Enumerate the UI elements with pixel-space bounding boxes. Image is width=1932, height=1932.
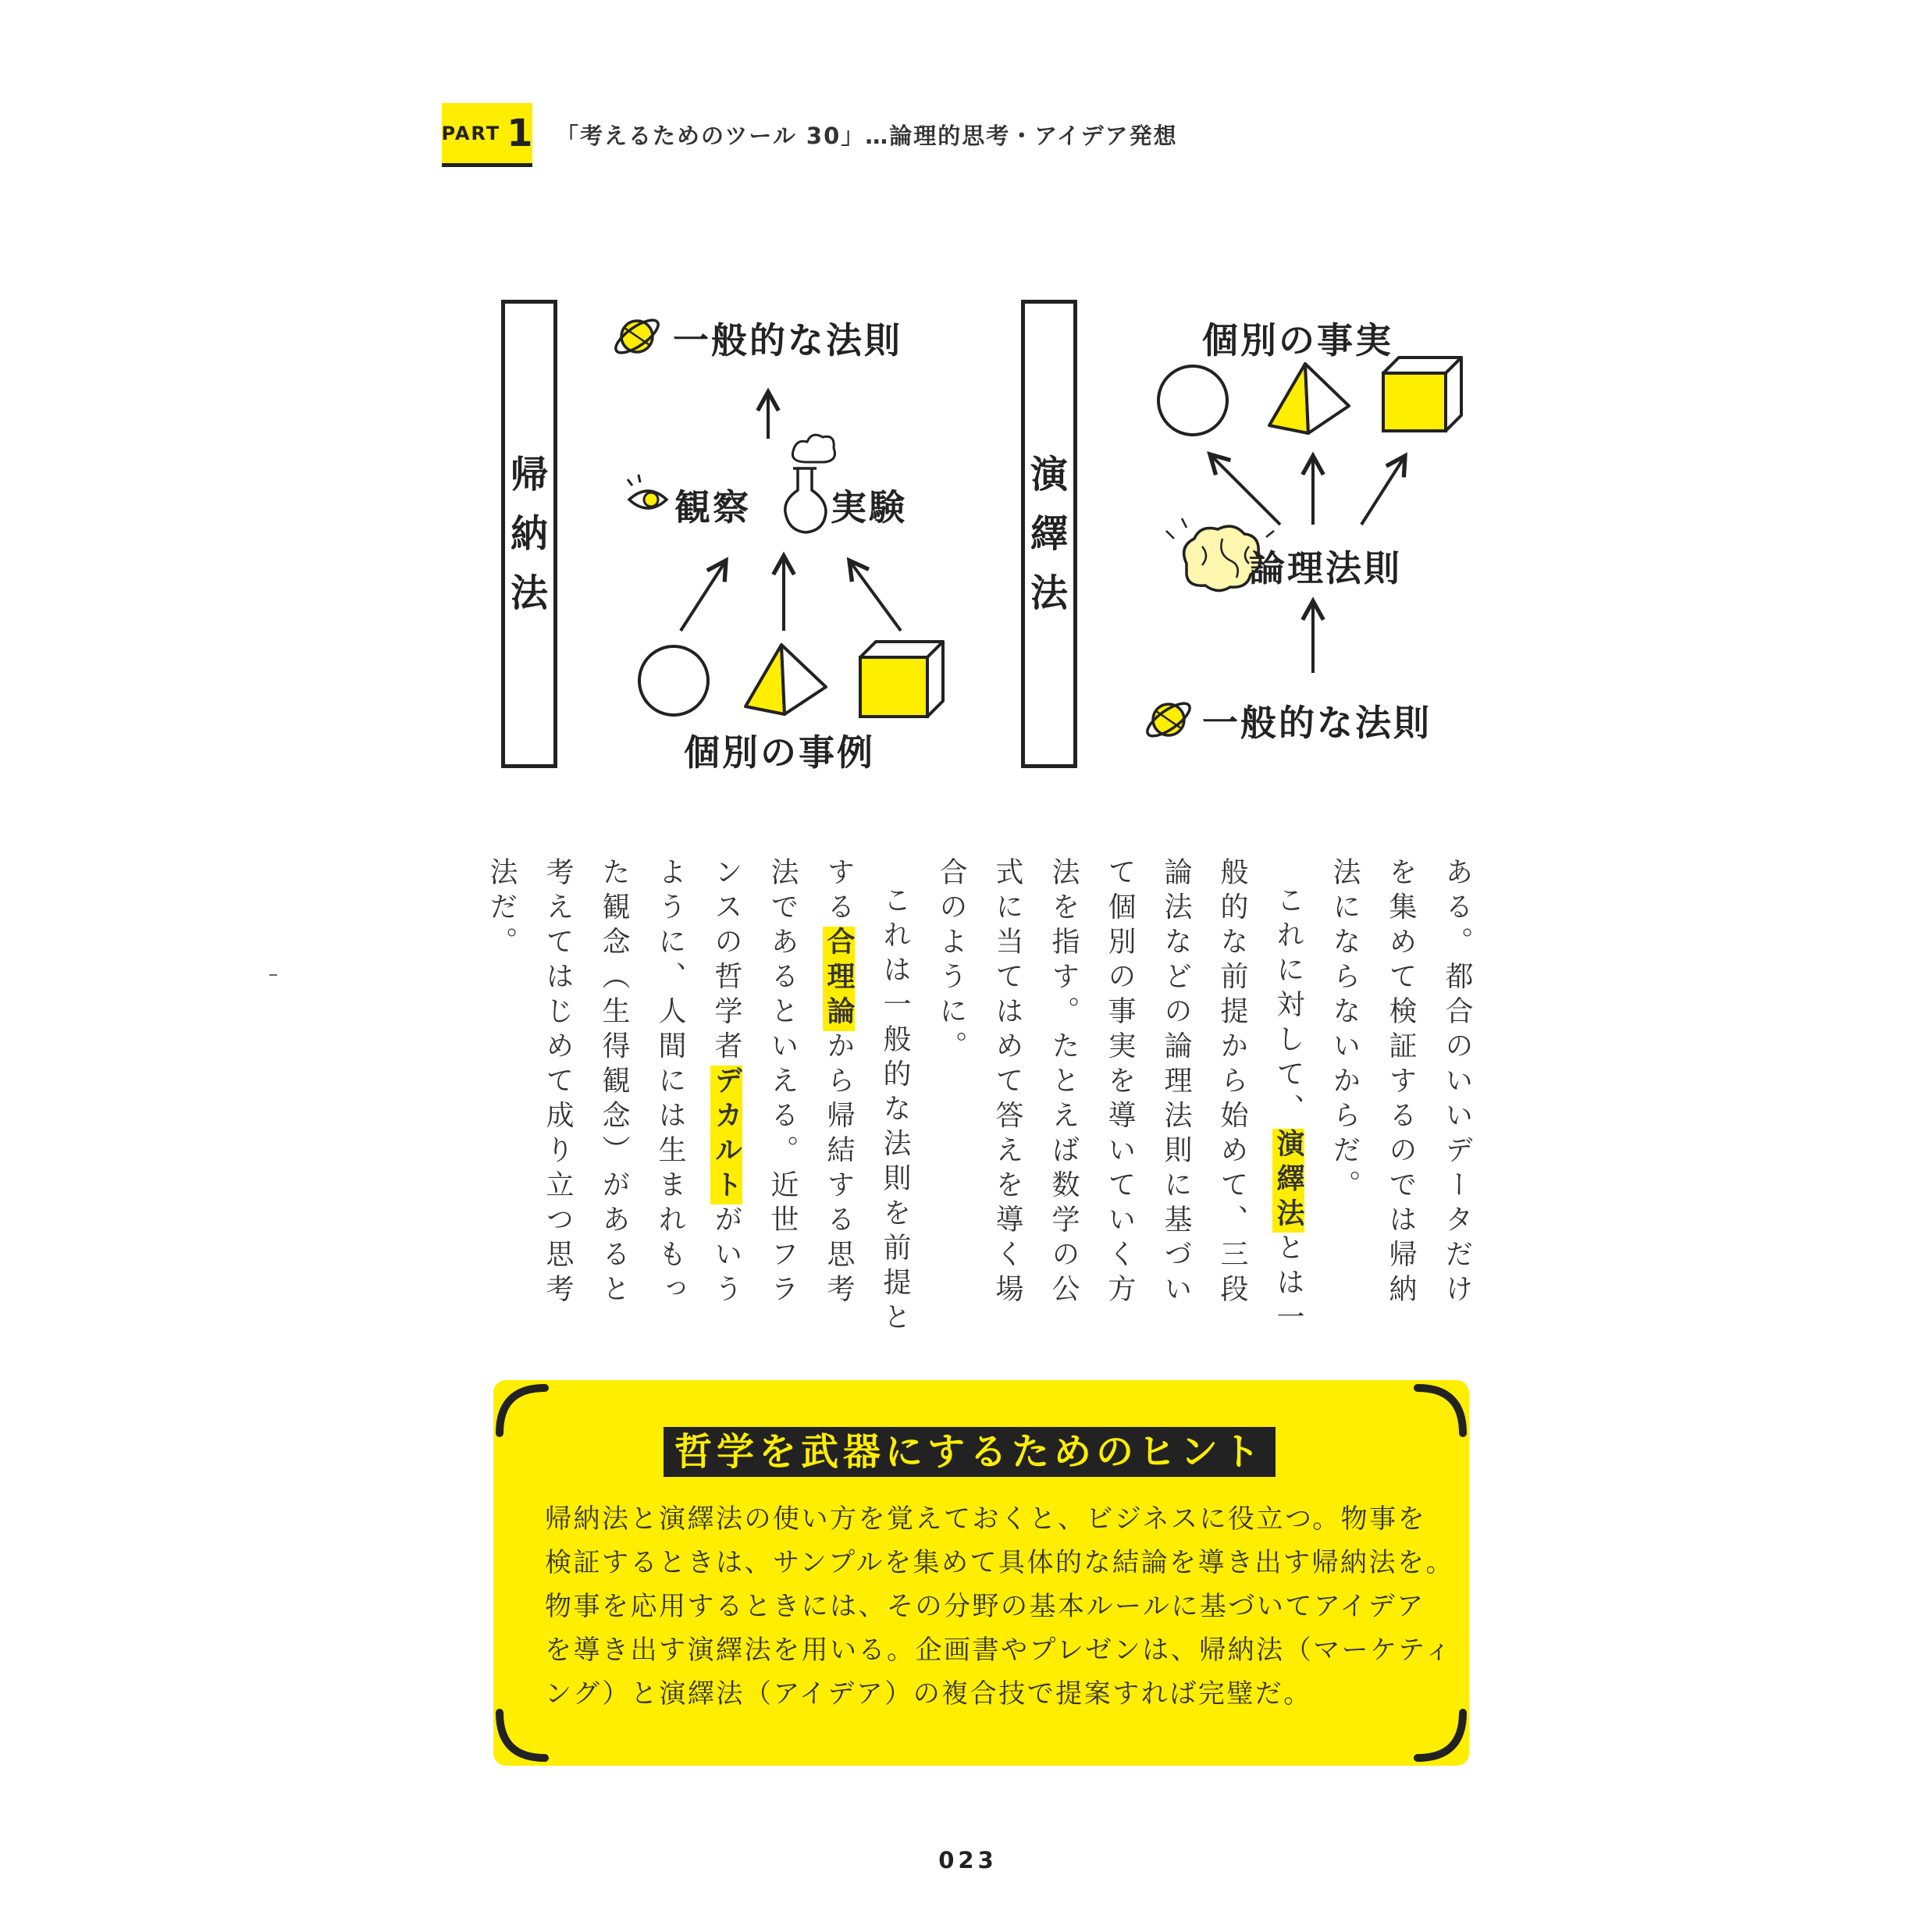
- arrow-circle-up: [681, 560, 726, 631]
- induction-deduction-diagram: [0, 0, 1932, 812]
- paragraph: これは一般的な法則を前提とする合理論から帰結する思考法であるといえる。近世フランスの哲学者デカルトがいうように、人間には生まれもった観念（生得観念）があると考えてはじめて成り立つ思考法だ。: [486, 857, 911, 1337]
- body-text: [486, 857, 1485, 1341]
- cube-shape: [860, 642, 943, 717]
- hint-body: [545, 1497, 1454, 1716]
- induction-char: 納: [510, 512, 548, 556]
- arrow-to-circle: [1210, 454, 1280, 525]
- hint-line: 検証するときは、サンプルを集めて具体的な結論を導き出す帰納法を。: [545, 1547, 1454, 1578]
- experiment-label: 実験: [831, 486, 907, 528]
- circle-shape: [1158, 366, 1227, 435]
- deduction-box: [1021, 300, 1077, 768]
- arrow-cube-up: [849, 560, 901, 631]
- induction-char: 帰: [510, 453, 548, 496]
- deduction-char: 演: [1030, 453, 1068, 496]
- pyramid-shape: [1269, 364, 1349, 433]
- paragraph: ある。都合のいいデータだけを集めて検証するのでは帰納法にならないからだ。: [1329, 857, 1473, 1309]
- highlight-term: デカルト: [710, 1066, 742, 1204]
- hint-line: を導き出す演繹法を用いる。企画書やプレゼンは、帰納法（マーケティ: [545, 1635, 1453, 1666]
- induction-top-label: 一般的な法則: [673, 319, 902, 361]
- deduction-top-label: 個別の事実: [1202, 319, 1393, 361]
- margin-mark: [269, 974, 277, 976]
- hint-line: 物事を応用するときには、その分野の基本ルールに基づいてアイデア: [545, 1591, 1425, 1622]
- deduction-char: 法: [1030, 571, 1068, 615]
- deduction-char: 繹: [1030, 512, 1068, 556]
- eye-icon: [628, 475, 667, 508]
- deduction-middle-label: 論理法則: [1249, 547, 1402, 589]
- deduction-bottom-label: 一般的な法則: [1202, 702, 1432, 744]
- induction-char: 法: [510, 571, 548, 615]
- part-number: 1: [507, 111, 533, 155]
- induction-bottom-label: 個別の事例: [684, 731, 875, 774]
- diagram-graphics: [0, 0, 1932, 812]
- flask-icon: [785, 435, 835, 532]
- induction-box: [501, 300, 557, 768]
- arrow-to-cube: [1361, 456, 1405, 525]
- header-title: 「考えるためのツール 30」…論理的思考・アイデア発想: [556, 123, 1178, 149]
- circle-shape: [639, 646, 708, 715]
- planet-icon: [611, 315, 663, 358]
- hint-title: 哲学を武器にするためのヒント: [664, 1427, 1276, 1477]
- page-number: 023: [938, 1847, 998, 1873]
- paragraph: これに対して、演繹法とは一般的な前提から始めて、三段論法などの論理法則に基づいて個別の事実を導いていく方法を指す。たとえば数学の公式に当てはめて答えを導く場合のように。: [935, 857, 1304, 1337]
- planet-icon: [1143, 698, 1194, 742]
- part-word: PART: [441, 122, 501, 144]
- hint-line: ング）と演繹法（アイデア）の複合技で提案すれば完璧だ。: [545, 1678, 1312, 1710]
- highlight-term: 合理論: [823, 927, 855, 1031]
- pyramid-shape: [745, 645, 826, 714]
- highlight-term: 演繹法: [1272, 1128, 1304, 1233]
- observe-label: 観察: [674, 486, 751, 528]
- hint-line: 帰納法と演繹法の使い方を覚えておくと、ビジネスに役立つ。物事を: [545, 1503, 1427, 1535]
- cube-shape: [1383, 358, 1461, 431]
